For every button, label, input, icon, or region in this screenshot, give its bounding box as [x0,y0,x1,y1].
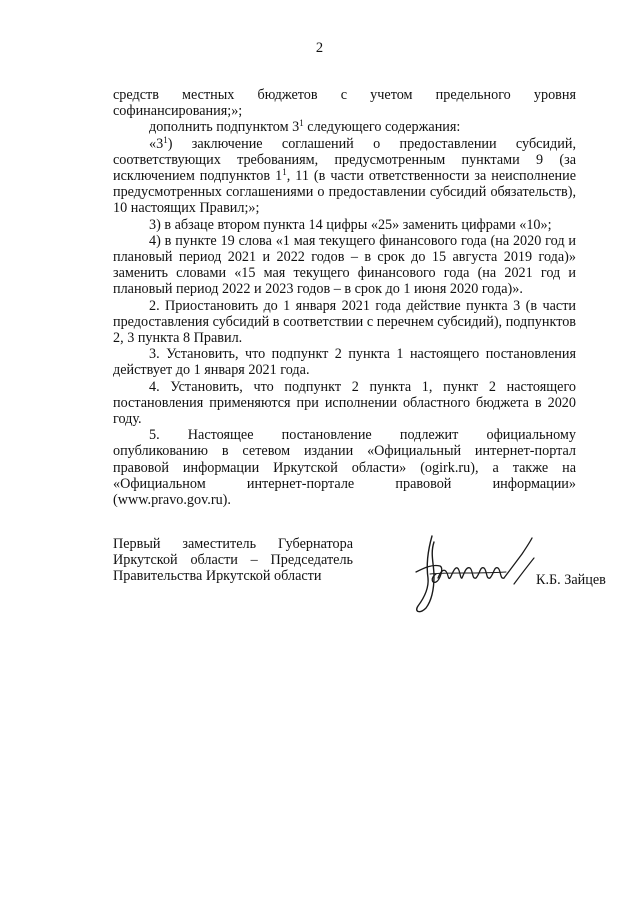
paragraph-item-4: 4) в пункте 19 слова «1 мая текущего финансового года (на 2020 год и плановый период 2021 и 2022 годов – в срок до 15 августа 2019 года)» заменить словами «15 мая текущего финансового года (на 2021 год и плановый период 2022 и 2023 годов – в срок до 1 июня 2020 года)». [113,232,576,298]
text-fragment: следующего содержания: [303,119,461,136]
signatory-title-line: Правительства Иркутской области [113,568,322,585]
paragraph-section-3: 3. Установить, что подпункт 2 пункта 1 настоящего постановления действует до 1 января 2021 года. [113,346,576,379]
signatory-name: К.Б. Зайцев [536,572,606,588]
text-fragment: ) заключение соглашений о предоставлении субсидий, соответствующих требованиям, предусмотренным пунктами 9 (за исключением подпунктов 1 [113,135,576,185]
paragraph-item-3: 3) в абзаце втором пункта 14 цифры «25» заменить цифрами «10»; [149,216,552,233]
paragraph-subpoint-text [113,136,576,217]
paragraph-section-2: 2. Приостановить до 1 января 2021 года действие пункта 3 (в части предоставления субсидий в соответствии с перечнем субсидий), подпунктов 2, 3 пункта 8 Правил. [113,297,576,347]
text-fragment: «3 [149,135,164,152]
signatory-title-line: Первый заместитель Губернатора [113,536,353,552]
paragraph-section-4: 4. Установить, что подпункт 2 пункта 1, пункт 2 настоящего постановления применяются при исполнении областного бюджета в 2020 году. [113,378,576,428]
paragraph-add-subpoint [113,119,576,135]
document-body [113,87,576,508]
superscript: 1 [299,118,304,129]
page-number: 2 [315,40,324,56]
signatory-title-line: Иркутской области – Председатель [113,552,353,569]
paragraph-continuation: средств местных бюджетов с учетом предельного уровня софинансирования;»; [113,87,576,120]
superscript: 1 [282,167,287,178]
superscript: 1 [163,134,168,145]
signatory-title [113,536,353,585]
text-fragment: дополнить подпунктом 3 [149,119,300,136]
paragraph-section-5: 5. Настоящее постановление подлежит официальному опубликованию в сетевом издании «Официальный интернет-портал правовой информации Иркутской области» (ogirk.ru), а также на «Официальном интернет-портале правовой информации» (www.pravo.gov.ru). [113,427,576,509]
text-fragment: , 11 (в части ответственности за неисполнение предусмотренных соглашениями о предоставлении субсидий обязательств), 10 настоящих Правил;»; [113,168,577,217]
handwritten-signature-icon [410,528,540,618]
